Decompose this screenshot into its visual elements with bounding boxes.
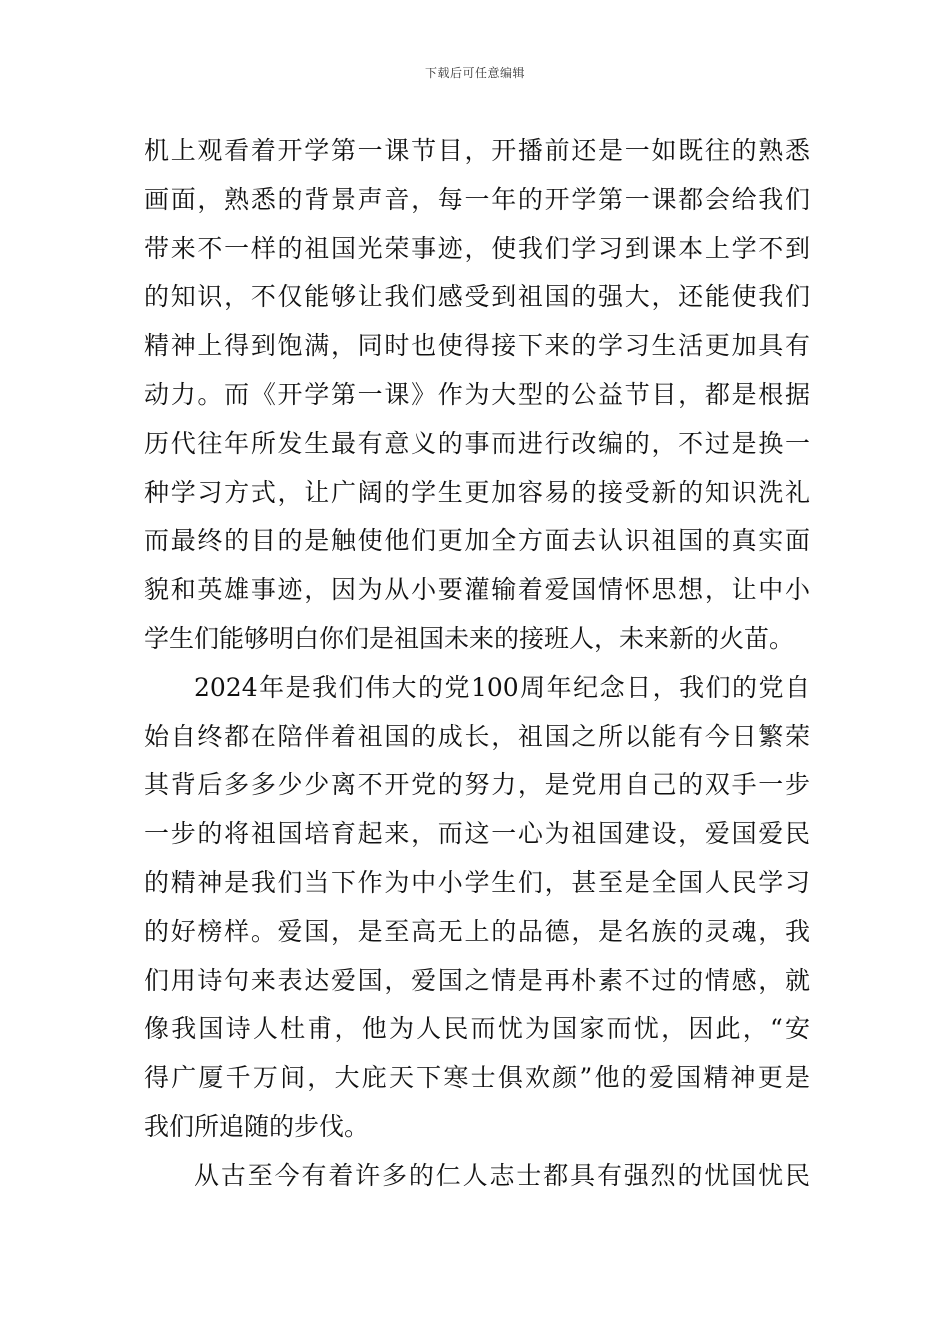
text-line: 精神上得到饱满，同时也使得接下来的学习生活更加具有	[144, 331, 810, 361]
text-line: 机上观看着开学第一课节目，开播前还是一如既往的熟悉	[144, 136, 810, 165]
text-line: 的精神是我们当下作为中小学生们，甚至是全国人民学习	[144, 867, 810, 897]
text-line: 2024年是我们伟大的党100周年纪念日，我们的党自	[194, 672, 810, 702]
text-line: 我们所追随的步伐。	[144, 1111, 370, 1141]
text-line: 而最终的目的是触使他们更加全方面去认识祖国的真实面	[144, 526, 810, 556]
text-line: 们用诗句来表达爱国，爱国之情是再朴素不过的情感，就	[144, 965, 810, 995]
text-line: 的好榜样。爱国，是至高无上的品德，是名族的灵魂，我	[144, 916, 810, 946]
text-line: 的知识，不仅能够让我们感受到祖国的强大，还能使我们	[144, 282, 810, 312]
text-line: 画面，熟悉的背景声音，每一年的开学第一课都会给我们	[144, 184, 810, 214]
text-line: 始自终都在陪伴着祖国的成长，祖国之所以能有今日繁荣	[144, 721, 810, 751]
text-line: 带来不一样的祖国光荣事迹，使我们学习到课本上学不到	[144, 233, 810, 263]
text-line: 历代往年所发生最有意义的事而进行改编的，不过是换一	[144, 428, 810, 458]
text-line: 其背后多多少少离不开党的努力，是党用自己的双手一步	[144, 770, 810, 800]
text-line: 貌和英雄事迹，因为从小要灌输着爱国情怀思想，让中小	[144, 575, 810, 605]
text-line: 一步的将祖国培育起来，而这一心为祖国建设，爱国爱民	[144, 819, 810, 849]
text-line: 种学习方式，让广阔的学生更加容易的接受新的知识洗礼	[144, 477, 810, 507]
text-line: 得广厦千万间，大庇天下寒士俱欢颜”他的爱国精神更是	[144, 1063, 810, 1093]
text-line: 动力。而《开学第一课》作为大型的公益节目，都是根据	[144, 379, 810, 409]
text-line: 学生们能够明白你们是祖国未来的接班人，未来新的火苗。	[144, 623, 795, 653]
page-header: 下载后可任意编辑	[424, 66, 525, 80]
text-line: 像我国诗人杜甫，他为人民而忧为国家而忧，因此，“安	[144, 1014, 810, 1044]
text-line: 从古至今有着许多的仁人志士都具有强烈的忧国忧民	[194, 1160, 810, 1190]
document-body	[144, 127, 810, 1201]
